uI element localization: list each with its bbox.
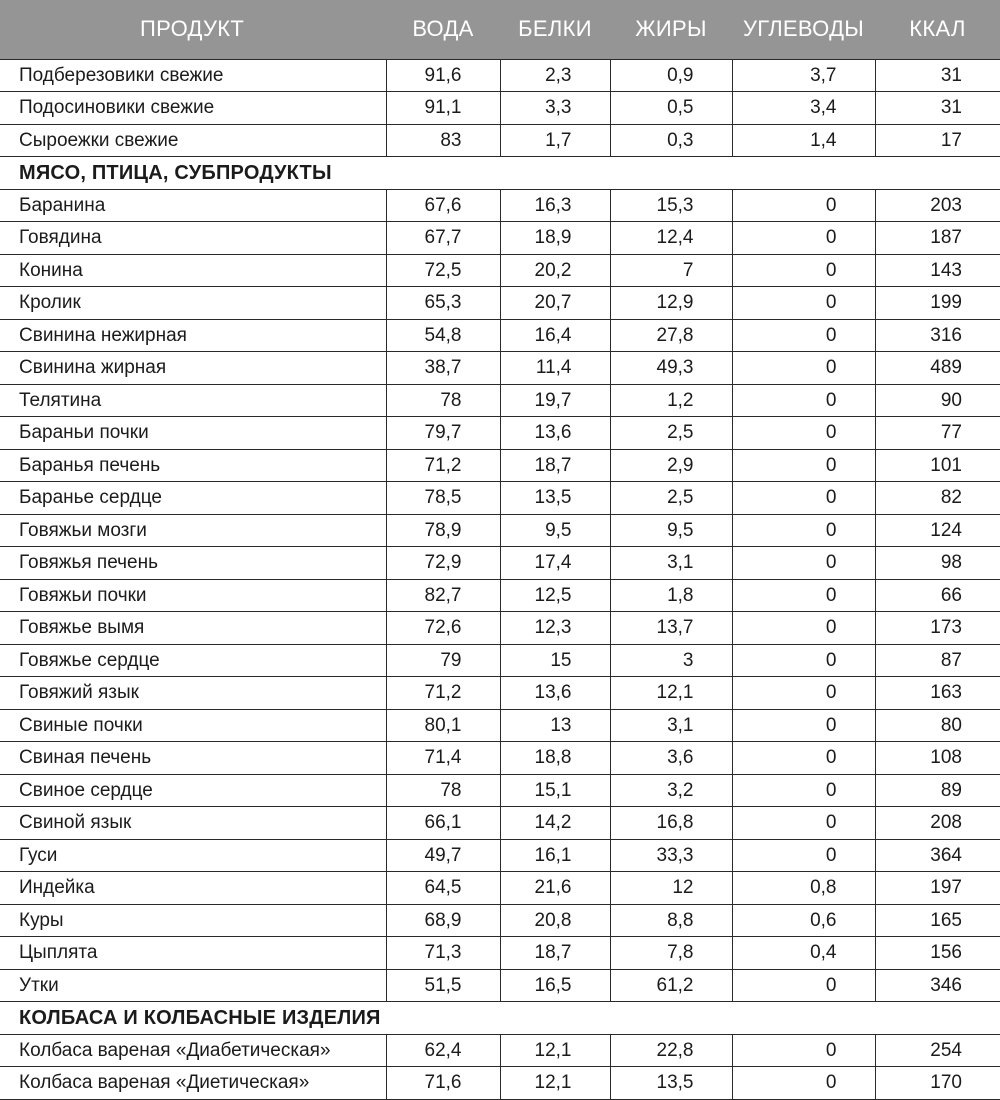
cell-fat: 2,5 (610, 482, 732, 515)
table-row (0, 904, 1000, 937)
cell-carbs: 0 (732, 449, 875, 482)
cell-water: 71,4 (386, 742, 500, 775)
header-carbs: УГЛЕВОДЫ (742, 16, 865, 42)
table-row (0, 709, 1000, 742)
cell-carbs: 3,4 (732, 92, 875, 125)
cell-water: 72,5 (386, 254, 500, 287)
cell-protein: 1,7 (500, 124, 610, 157)
cell-carbs: 3,7 (732, 59, 875, 92)
cell-product: Колбаса вареная «Диабетическая» (0, 1034, 386, 1067)
cell-water: 38,7 (386, 352, 500, 385)
cell-carbs: 0 (732, 774, 875, 807)
cell-carbs: 0 (732, 644, 875, 677)
cell-carbs: 0 (732, 547, 875, 580)
table-row (0, 287, 1000, 320)
table-row (0, 1067, 1000, 1100)
cell-kcal: 208 (875, 807, 1000, 840)
header-fat: ЖИРЫ (635, 16, 707, 42)
cell-water: 64,5 (386, 872, 500, 905)
cell-fat: 27,8 (610, 319, 732, 352)
cell-product: Утки (0, 969, 386, 1002)
cell-product: Кролик (0, 287, 386, 320)
cell-carbs: 0 (732, 352, 875, 385)
cell-fat: 3,6 (610, 742, 732, 775)
cell-water: 68,9 (386, 904, 500, 937)
cell-protein: 16,3 (500, 189, 610, 222)
cell-kcal: 156 (875, 937, 1000, 970)
cell-kcal: 80 (875, 709, 1000, 742)
cell-kcal: 203 (875, 189, 1000, 222)
table-row (0, 222, 1000, 255)
cell-protein: 11,4 (500, 352, 610, 385)
cell-product: Конина (0, 254, 386, 287)
cell-product: Говяжья печень (0, 547, 386, 580)
cell-kcal: 87 (875, 644, 1000, 677)
cell-carbs: 0 (732, 482, 875, 515)
cell-protein: 18,8 (500, 742, 610, 775)
cell-water: 83 (386, 124, 500, 157)
cell-product: Говяжьи мозги (0, 514, 386, 547)
cell-carbs: 0,4 (732, 937, 875, 970)
cell-fat: 61,2 (610, 969, 732, 1002)
cell-protein: 12,5 (500, 579, 610, 612)
cell-kcal: 163 (875, 677, 1000, 710)
cell-protein: 18,9 (500, 222, 610, 255)
cell-carbs: 1,4 (732, 124, 875, 157)
cell-water: 72,9 (386, 547, 500, 580)
cell-carbs: 0 (732, 742, 875, 775)
cell-product: Бараньи почки (0, 417, 386, 450)
cell-fat: 12 (610, 872, 732, 905)
cell-fat: 2,9 (610, 449, 732, 482)
cell-product: Сыроежки свежие (0, 124, 386, 157)
cell-kcal: 489 (875, 352, 1000, 385)
cell-product: Цыплята (0, 937, 386, 970)
cell-carbs: 0 (732, 1034, 875, 1067)
cell-kcal: 316 (875, 319, 1000, 352)
table-row (0, 189, 1000, 222)
cell-protein: 2,3 (500, 59, 610, 92)
cell-carbs: 0,6 (732, 904, 875, 937)
cell-kcal: 170 (875, 1067, 1000, 1100)
cell-carbs: 0 (732, 254, 875, 287)
cell-product: Говяжий язык (0, 677, 386, 710)
cell-carbs: 0 (732, 222, 875, 255)
cell-fat: 12,9 (610, 287, 732, 320)
cell-protein: 16,5 (500, 969, 610, 1002)
cell-product: Индейка (0, 872, 386, 905)
section-header-row (0, 157, 1000, 190)
cell-carbs: 0 (732, 579, 875, 612)
cell-fat: 13,7 (610, 612, 732, 645)
cell-product: Баранина (0, 189, 386, 222)
cell-water: 78,9 (386, 514, 500, 547)
cell-water: 67,7 (386, 222, 500, 255)
cell-water: 65,3 (386, 287, 500, 320)
cell-product: Колбаса вареная «Диетическая» (0, 1067, 386, 1100)
header-row (0, 0, 1000, 59)
cell-water: 71,3 (386, 937, 500, 970)
cell-fat: 8,8 (610, 904, 732, 937)
header-product: ПРОДУКТ (140, 16, 245, 42)
cell-water: 51,5 (386, 969, 500, 1002)
cell-kcal: 124 (875, 514, 1000, 547)
section-title: МЯСО, ПТИЦА, СУБПРОДУКТЫ (0, 157, 1000, 190)
table-row (0, 839, 1000, 872)
cell-protein: 13 (500, 709, 610, 742)
cell-product: Говяжье вымя (0, 612, 386, 645)
table-row (0, 612, 1000, 645)
cell-protein: 12,1 (500, 1067, 610, 1100)
cell-product: Баранье сердце (0, 482, 386, 515)
cell-fat: 12,1 (610, 677, 732, 710)
table-row (0, 807, 1000, 840)
cell-protein: 18,7 (500, 937, 610, 970)
cell-fat: 7,8 (610, 937, 732, 970)
cell-product: Подосиновики свежие (0, 92, 386, 125)
cell-protein: 13,5 (500, 482, 610, 515)
cell-kcal: 77 (875, 417, 1000, 450)
table-row (0, 742, 1000, 775)
cell-protein: 13,6 (500, 677, 610, 710)
cell-water: 78 (386, 384, 500, 417)
cell-protein: 21,6 (500, 872, 610, 905)
table-row (0, 92, 1000, 125)
cell-water: 71,2 (386, 449, 500, 482)
cell-protein: 20,8 (500, 904, 610, 937)
cell-water: 79,7 (386, 417, 500, 450)
cell-kcal: 66 (875, 579, 1000, 612)
cell-protein: 3,3 (500, 92, 610, 125)
cell-kcal: 254 (875, 1034, 1000, 1067)
cell-kcal: 82 (875, 482, 1000, 515)
cell-protein: 19,7 (500, 384, 610, 417)
cell-water: 91,6 (386, 59, 500, 92)
cell-fat: 33,3 (610, 839, 732, 872)
cell-kcal: 31 (875, 59, 1000, 92)
table-row (0, 59, 1000, 92)
cell-fat: 7 (610, 254, 732, 287)
header-protein: БЕЛКИ (518, 16, 592, 42)
cell-protein: 15,1 (500, 774, 610, 807)
cell-water: 71,2 (386, 677, 500, 710)
cell-product: Свиное сердце (0, 774, 386, 807)
cell-water: 82,7 (386, 579, 500, 612)
cell-product: Говяжьи почки (0, 579, 386, 612)
cell-fat: 9,5 (610, 514, 732, 547)
cell-carbs: 0 (732, 807, 875, 840)
cell-fat: 2,5 (610, 417, 732, 450)
cell-fat: 13,5 (610, 1067, 732, 1100)
table-row (0, 579, 1000, 612)
cell-carbs: 0 (732, 514, 875, 547)
cell-protein: 20,2 (500, 254, 610, 287)
cell-product: Куры (0, 904, 386, 937)
cell-product: Телятина (0, 384, 386, 417)
cell-water: 71,6 (386, 1067, 500, 1100)
cell-protein: 16,4 (500, 319, 610, 352)
cell-product: Свинина жирная (0, 352, 386, 385)
cell-product: Свиной язык (0, 807, 386, 840)
table-row (0, 482, 1000, 515)
cell-carbs: 0 (732, 319, 875, 352)
cell-carbs: 0 (732, 969, 875, 1002)
cell-fat: 12,4 (610, 222, 732, 255)
cell-carbs: 0 (732, 1067, 875, 1100)
cell-protein: 18,7 (500, 449, 610, 482)
cell-water: 80,1 (386, 709, 500, 742)
cell-fat: 0,3 (610, 124, 732, 157)
cell-fat: 1,8 (610, 579, 732, 612)
cell-product: Баранья печень (0, 449, 386, 482)
cell-kcal: 17 (875, 124, 1000, 157)
section-title: КОЛБАСА И КОЛБАСНЫЕ ИЗДЕЛИЯ (0, 1002, 1000, 1035)
header-water: ВОДА (412, 16, 474, 42)
table-row (0, 417, 1000, 450)
cell-carbs: 0 (732, 677, 875, 710)
cell-product: Свиные почки (0, 709, 386, 742)
cell-fat: 22,8 (610, 1034, 732, 1067)
cell-protein: 15 (500, 644, 610, 677)
cell-kcal: 346 (875, 969, 1000, 1002)
cell-carbs: 0,8 (732, 872, 875, 905)
cell-product: Говяжье сердце (0, 644, 386, 677)
table-row (0, 644, 1000, 677)
cell-carbs: 0 (732, 709, 875, 742)
table-row (0, 514, 1000, 547)
table-row (0, 352, 1000, 385)
cell-carbs: 0 (732, 612, 875, 645)
cell-carbs: 0 (732, 417, 875, 450)
cell-protein: 12,1 (500, 1034, 610, 1067)
cell-water: 66,1 (386, 807, 500, 840)
cell-water: 49,7 (386, 839, 500, 872)
cell-fat: 49,3 (610, 352, 732, 385)
cell-carbs: 0 (732, 839, 875, 872)
cell-fat: 15,3 (610, 189, 732, 222)
table-header (0, 0, 1000, 59)
cell-protein: 17,4 (500, 547, 610, 580)
cell-kcal: 364 (875, 839, 1000, 872)
header-kcal: ККАЛ (909, 16, 966, 42)
cell-kcal: 101 (875, 449, 1000, 482)
cell-protein: 20,7 (500, 287, 610, 320)
cell-kcal: 90 (875, 384, 1000, 417)
cell-fat: 0,5 (610, 92, 732, 125)
table-row (0, 677, 1000, 710)
cell-water: 54,8 (386, 319, 500, 352)
table-row (0, 124, 1000, 157)
cell-carbs: 0 (732, 189, 875, 222)
cell-protein: 9,5 (500, 514, 610, 547)
cell-kcal: 143 (875, 254, 1000, 287)
cell-product: Свинина нежирная (0, 319, 386, 352)
cell-fat: 16,8 (610, 807, 732, 840)
table-row (0, 872, 1000, 905)
cell-kcal: 187 (875, 222, 1000, 255)
cell-kcal: 108 (875, 742, 1000, 775)
cell-kcal: 199 (875, 287, 1000, 320)
cell-fat: 1,2 (610, 384, 732, 417)
cell-protein: 16,1 (500, 839, 610, 872)
cell-protein: 12,3 (500, 612, 610, 645)
table-row (0, 969, 1000, 1002)
cell-water: 91,1 (386, 92, 500, 125)
table-row (0, 774, 1000, 807)
table-row (0, 254, 1000, 287)
cell-fat: 3 (610, 644, 732, 677)
cell-water: 78 (386, 774, 500, 807)
cell-kcal: 31 (875, 92, 1000, 125)
cell-product: Гуси (0, 839, 386, 872)
cell-protein: 13,6 (500, 417, 610, 450)
cell-product: Подберезовики свежие (0, 59, 386, 92)
cell-fat: 0,9 (610, 59, 732, 92)
table-row (0, 384, 1000, 417)
table-row (0, 937, 1000, 970)
cell-product: Говядина (0, 222, 386, 255)
cell-product: Свиная печень (0, 742, 386, 775)
table-row (0, 449, 1000, 482)
cell-kcal: 197 (875, 872, 1000, 905)
cell-water: 79 (386, 644, 500, 677)
cell-fat: 3,1 (610, 547, 732, 580)
section-header-row (0, 1002, 1000, 1035)
table-row (0, 547, 1000, 580)
table-body (0, 59, 1000, 1099)
cell-kcal: 89 (875, 774, 1000, 807)
cell-carbs: 0 (732, 287, 875, 320)
cell-protein: 14,2 (500, 807, 610, 840)
cell-fat: 3,1 (610, 709, 732, 742)
cell-water: 62,4 (386, 1034, 500, 1067)
cell-water: 78,5 (386, 482, 500, 515)
table-row (0, 1034, 1000, 1067)
cell-kcal: 165 (875, 904, 1000, 937)
table-row (0, 319, 1000, 352)
cell-water: 72,6 (386, 612, 500, 645)
cell-carbs: 0 (732, 384, 875, 417)
cell-kcal: 98 (875, 547, 1000, 580)
cell-water: 67,6 (386, 189, 500, 222)
cell-fat: 3,2 (610, 774, 732, 807)
cell-kcal: 173 (875, 612, 1000, 645)
